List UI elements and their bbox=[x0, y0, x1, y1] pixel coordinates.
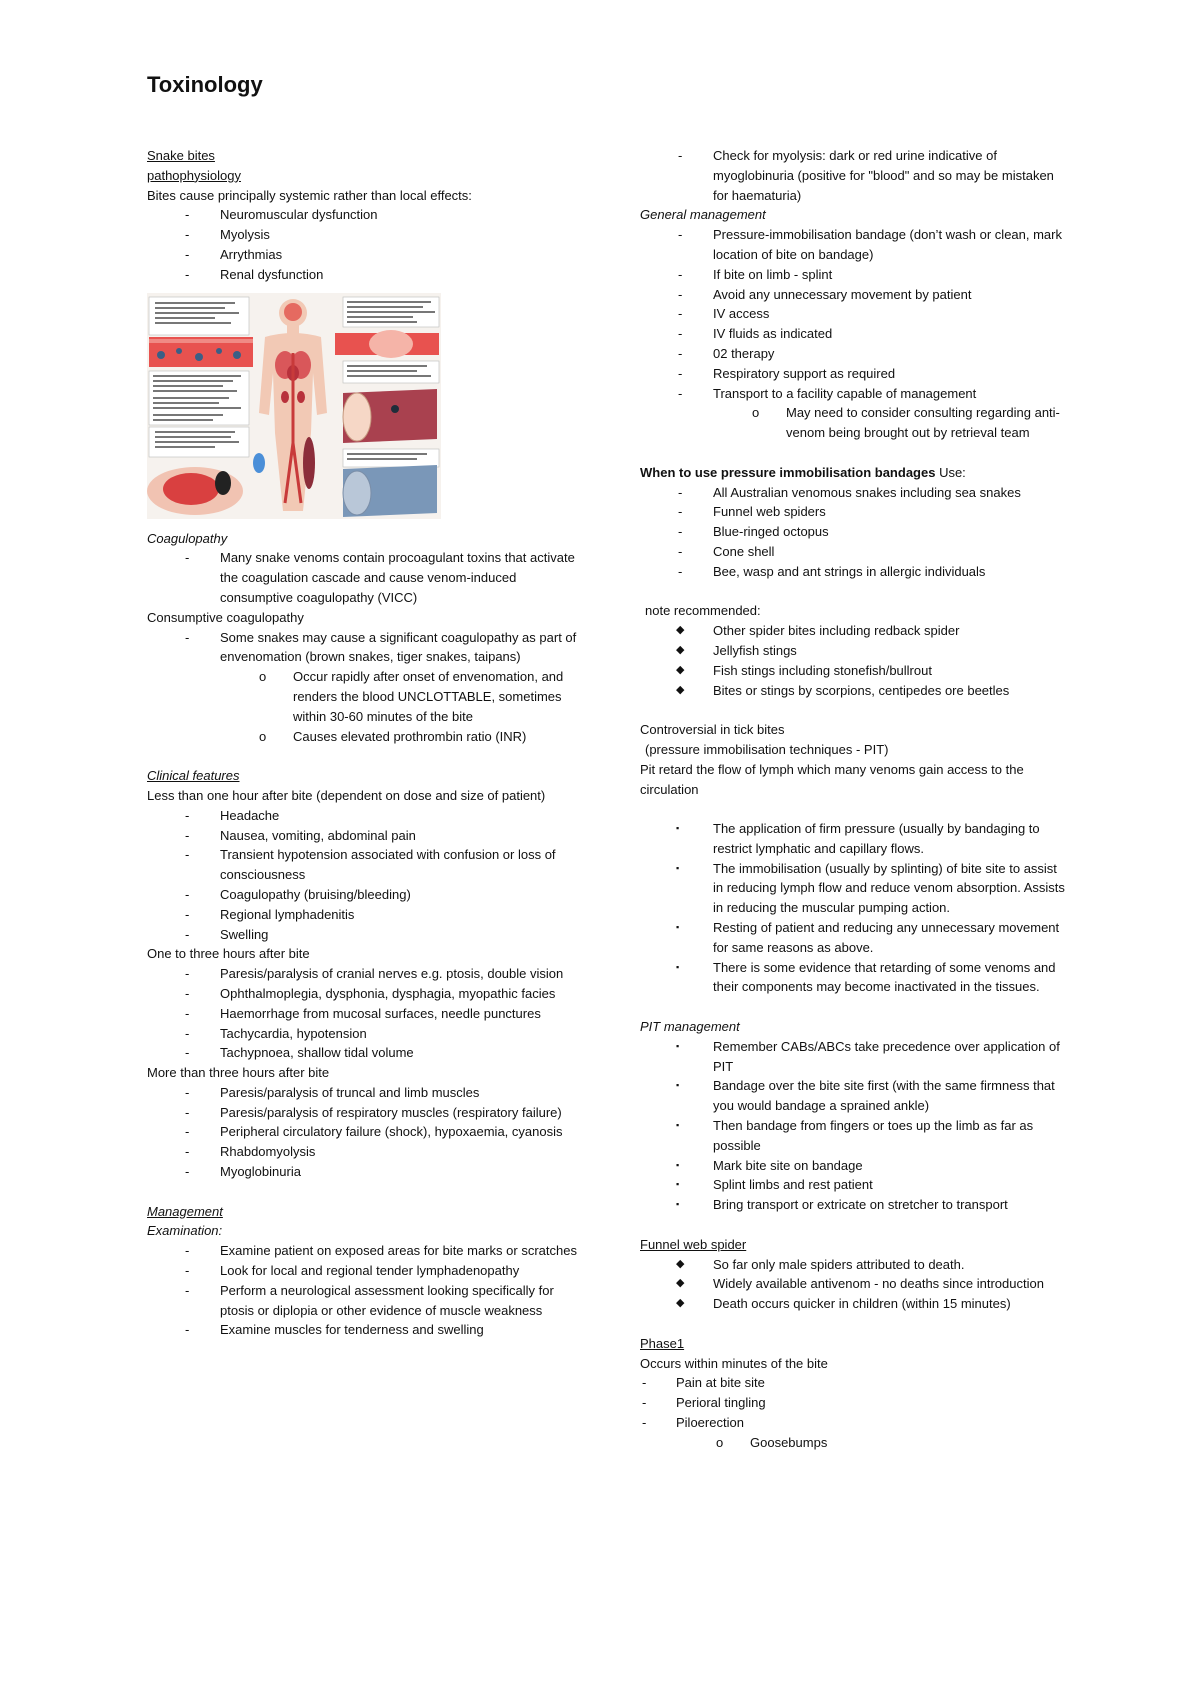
subheading-not-recommended: note recommended: bbox=[645, 603, 761, 619]
list-item: ◆ Other spider bites including redback spider bbox=[676, 623, 960, 639]
list-item: - Tachypnoea, shallow tidal volume bbox=[185, 1045, 414, 1061]
list-item: - Look for local and regional tender lymphadenopathy bbox=[185, 1263, 520, 1279]
list-item: ▪ The immobilisation (usually by splinting) of bite site to assist in reducing lymph flow and reduce venom absorption. Assists in reducing the muscular pumping action. bbox=[676, 860, 1065, 916]
list-item: - Paresis/paralysis of respiratory muscles (respiratory failure) bbox=[185, 1104, 562, 1120]
list-item: - Headache bbox=[185, 807, 280, 823]
subheading-funnel-web-spider: Funnel web spider bbox=[640, 1236, 747, 1252]
list-item: - Pressure-immobilisation bandage (don’t wash or clean, mark location of bite on bandage) bbox=[678, 227, 1062, 262]
patho-intro: Bites cause principally systemic rather than local effects: bbox=[147, 187, 472, 203]
right-column bbox=[640, 146, 1070, 1453]
list-item: - Blue-ringed octopus bbox=[678, 524, 829, 540]
list-item: - Rhabdomyolysis bbox=[185, 1144, 316, 1160]
phase1-intro: Occurs within minutes of the bite bbox=[640, 1355, 828, 1371]
list-item: - Myoglobinuria bbox=[185, 1164, 301, 1180]
page-title: Toxinology bbox=[147, 72, 263, 97]
list-item: o May need to consider consulting regarding anti-venom being brought out by retrieval team bbox=[752, 405, 1060, 441]
list-item: - Paresis/paralysis of truncal and limb muscles bbox=[185, 1084, 480, 1100]
subheading-when-to-use-pib: When to use pressure immobilisation bandages Use: bbox=[640, 464, 966, 480]
list-item: ▪ Bandage over the bite site first (with the same firmness that you would bandage a sprained ankle) bbox=[676, 1078, 1055, 1114]
list-item: o Goosebumps bbox=[716, 1434, 828, 1450]
list-item: - Respiratory support as required bbox=[678, 365, 896, 381]
list-item: - Swelling bbox=[185, 926, 269, 942]
pit-paren: (pressure immobilisation techniques - PIT) bbox=[645, 741, 889, 757]
list-item: ▪ The application of firm pressure (usually by bandaging to restrict lymphatic and capillary flows. bbox=[676, 821, 1040, 856]
subheading-clinical-features: Clinical features bbox=[147, 768, 240, 784]
list-item: - Piloerection bbox=[642, 1415, 744, 1430]
list-item: - Many snake venoms contain procoagulant toxins that activate the coagulation cascade and cause venom-induced consumptive coagulopathy (VICC) bbox=[185, 550, 575, 605]
list-item: - If bite on limb - splint bbox=[678, 266, 833, 282]
list-item: - Avoid any unnecessary movement by patient bbox=[678, 286, 972, 302]
subheading-pathophysiology: pathophysiology bbox=[147, 167, 241, 183]
list-item: ▪ Bring transport or extricate on stretcher to transport bbox=[676, 1197, 1008, 1213]
list-item: ◆ Death occurs quicker in children (within 15 minutes) bbox=[676, 1296, 1011, 1312]
list-item: ▪ Mark bite site on bandage bbox=[676, 1157, 863, 1173]
list-item: - Ophthalmoplegia, dysphonia, dysphagia, myopathic facies bbox=[185, 985, 556, 1001]
list-item: - Transient hypotension associated with confusion or loss of consciousness bbox=[185, 847, 556, 883]
list-item: - Transport to a facility capable of management bbox=[678, 385, 977, 401]
list-item: - Renal dysfunction bbox=[185, 266, 324, 282]
list-item: - Bee, wasp and ant strings in allergic individuals bbox=[678, 563, 986, 579]
list-item: - Regional lymphadenitis bbox=[185, 906, 355, 922]
list-item: - Some snakes may cause a significant coagulopathy as part of envenomation (brown snakes, tiger snakes, taipans) bbox=[185, 629, 577, 665]
list-item: - Perioral tingling bbox=[642, 1395, 766, 1411]
list-item: - Examine patient on exposed areas for bite marks or scratches bbox=[185, 1243, 577, 1259]
subheading-management: Management bbox=[147, 1203, 223, 1219]
list-item: ▪ Remember CABs/ABCs take precedence over application of PIT bbox=[676, 1038, 1060, 1074]
subheading-phase1: Phase1 bbox=[640, 1335, 685, 1351]
subheading-controversial: Controversial in tick bites bbox=[640, 722, 785, 738]
list-item: o Causes elevated prothrombin ratio (INR) bbox=[259, 728, 527, 744]
clinical-intro-lt1: Less than one hour after bite (dependent on dose and size of patient) bbox=[147, 787, 546, 803]
list-item: ▪ Then bandage from fingers or toes up the limb as far as possible bbox=[676, 1118, 1034, 1153]
clinical-intro-gt3: More than three hours after bite bbox=[147, 1065, 330, 1081]
list-item: o Occur rapidly after onset of envenomation, and renders the blood UNCLOTTABLE, sometimes within 30-60 minutes of the bite bbox=[259, 669, 564, 724]
list-item: - Cone shell bbox=[678, 543, 775, 559]
list-item: ▪ Resting of patient and reducing any unnecessary movement for same reasons as above. bbox=[676, 920, 1060, 955]
clinical-intro-1to3: One to three hours after bite bbox=[147, 946, 310, 962]
list-item: ◆ Bites or stings by scorpions, centipedes ore beetles bbox=[676, 682, 1010, 698]
list-item: - 02 therapy bbox=[678, 345, 775, 361]
section-heading-snake-bites: Snake bites bbox=[147, 148, 215, 163]
envenomation-effects-diagram bbox=[147, 293, 441, 519]
list-item: - Haemorrhage from mucosal surfaces, needle punctures bbox=[185, 1005, 541, 1021]
list-item: ▪ Splint limbs and rest patient bbox=[676, 1177, 873, 1193]
list-item: - Examine muscles for tenderness and swelling bbox=[185, 1322, 484, 1338]
list-item: - Pain at bite site bbox=[642, 1375, 765, 1391]
list-item: ◆ Fish stings including stonefish/bullrout bbox=[676, 662, 932, 678]
subheading-coagulopathy: Coagulopathy bbox=[147, 530, 228, 546]
pit-intro: Pit retard the flow of lymph which many venoms gain access to the circulation bbox=[640, 761, 1024, 797]
subheading-consumptive-coagulopathy: Consumptive coagulopathy bbox=[147, 609, 304, 625]
list-item: - IV fluids as indicated bbox=[678, 326, 833, 342]
list-item: - Myolysis bbox=[185, 227, 270, 243]
list-item: - Paresis/paralysis of cranial nerves e.g. ptosis, double vision bbox=[185, 966, 564, 982]
subheading-general-management: General management bbox=[640, 207, 766, 223]
list-item: - Nausea, vomiting, abdominal pain bbox=[185, 827, 416, 843]
list-item: - All Australian venomous snakes including sea snakes bbox=[678, 484, 1021, 500]
list-item: - Tachycardia, hypotension bbox=[185, 1025, 367, 1041]
list-item: - Peripheral circulatory failure (shock), hypoxaemia, cyanosis bbox=[185, 1124, 563, 1140]
list-item: - Funnel web spiders bbox=[678, 504, 826, 520]
list-item: - IV access bbox=[678, 306, 770, 322]
list-item: ◆ Widely available antivenom - no deaths since introduction bbox=[676, 1276, 1044, 1292]
left-column bbox=[147, 146, 587, 1340]
list-item: ◆ So far only male spiders attributed to death. bbox=[676, 1256, 965, 1272]
list-item: ▪ There is some evidence that retarding of some venoms and their components may become inactivated in the tissues. bbox=[676, 959, 1056, 995]
list-item: - Coagulopathy (bruising/bleeding) bbox=[185, 886, 411, 902]
subheading-pit-management: PIT management bbox=[640, 1019, 740, 1035]
list-item: - Check for myolysis: dark or red urine indicative of myoglobinuria (positive for "blood" and so may be mistaken for haematuria) bbox=[678, 148, 1054, 203]
list-item: - Perform a neurological assessment looking specifically for ptosis or diplopia or other evidence of muscle weakness bbox=[185, 1282, 554, 1318]
list-item: ◆ Jellyfish stings bbox=[676, 642, 797, 658]
subheading-examination: Examination: bbox=[147, 1223, 223, 1239]
list-item: - Arrythmias bbox=[185, 246, 283, 262]
list-item: - Neuromuscular dysfunction bbox=[185, 207, 378, 223]
